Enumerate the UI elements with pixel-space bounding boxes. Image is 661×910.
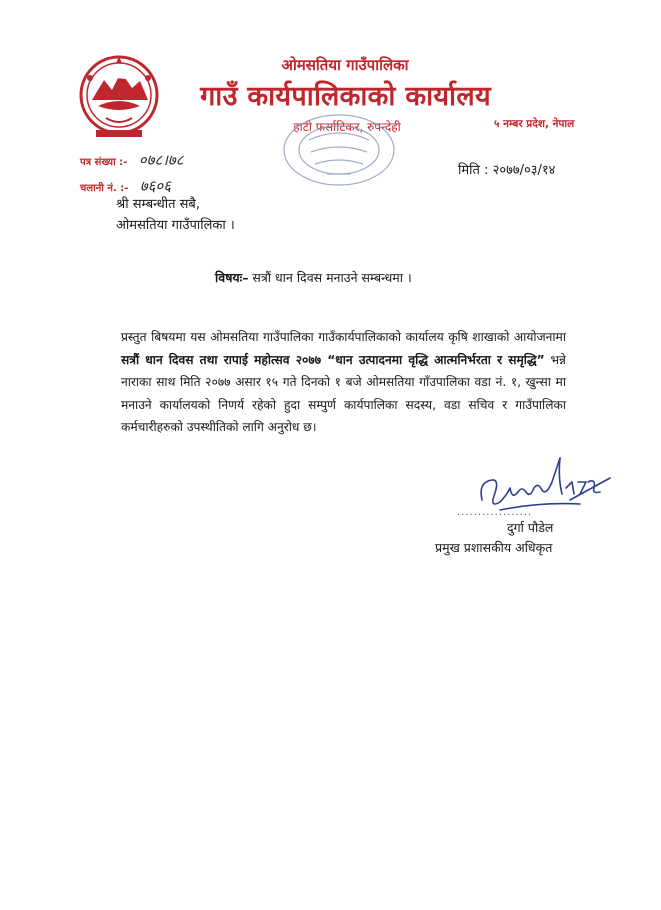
- body-event-name: सत्रौं धान दिवस तथा रापाई महोत्सव २०७७ “धान उत्पादनमा वृद्धि आत्मनिर्भरता र समृद्धि”: [121, 352, 545, 367]
- subject-line: [215, 269, 412, 286]
- letter-number-row: [80, 150, 183, 170]
- letter-number-label: पत्र संख्या :-: [80, 157, 128, 168]
- letter-body: [121, 326, 566, 439]
- body-part-2: भन्ने नाराका साथ मिति २०७७ असार १५ गते दिनको १ बजे ओमसतिया गाँउपालिका वडा नं. १, खुन्सा मा मनाउने कार्यालयको निणर्य रहेको हुदा सम्पुर्ण कार्यपालिका सदस्य, वडा सचिव र गाउँपालिका कर्मचारीहरुको उपस्थीतिको लागि अनुरोध छ।: [121, 352, 567, 434]
- nepal-emblem-logo: [76, 48, 162, 140]
- signature-dotted-line: ..................: [457, 507, 533, 518]
- office-stamp: [279, 110, 399, 190]
- subject-label: विषयः–: [215, 270, 249, 285]
- letter-number-value: ०७८।७८: [138, 151, 184, 169]
- addressee-line-2: ओमसतिया गाउँपालिका ।: [116, 218, 235, 233]
- body-part-1: प्रस्तुत बिषयमा यस ओमसतिया गाउँपालिका गाउँकार्यपालिकाको कार्यालय कृषि शाखाको आयोजनामा: [121, 330, 566, 344]
- dispatch-number-label: चलानी नं. :-: [80, 183, 129, 194]
- signatory-title: प्रमुख प्रशासकीय अधिकृत: [435, 540, 553, 555]
- subject-text: सत्रौं धान दिवस मनाउने सम्बन्धमा ।: [248, 270, 412, 285]
- dispatch-number-value: ७६०६: [139, 177, 172, 195]
- office-address: हाटी फर्साटिकर, रुपन्देही: [293, 120, 401, 134]
- letter-date: मिति : २०७७/०३/१४: [458, 163, 556, 178]
- dispatch-number-row: [80, 176, 171, 196]
- province-label: ५ नम्बर प्रदेश, नेपाल: [494, 118, 575, 130]
- addressee-line-1: श्री सम्बन्धीत सबै,: [116, 197, 200, 212]
- municipality-name: ओमसतिया गाउँपालिका: [281, 56, 409, 74]
- office-name: गाउँ कार्यपालिकाको कार्यालय: [200, 81, 491, 112]
- signatory-name: दुर्गा पौडेल: [507, 520, 554, 535]
